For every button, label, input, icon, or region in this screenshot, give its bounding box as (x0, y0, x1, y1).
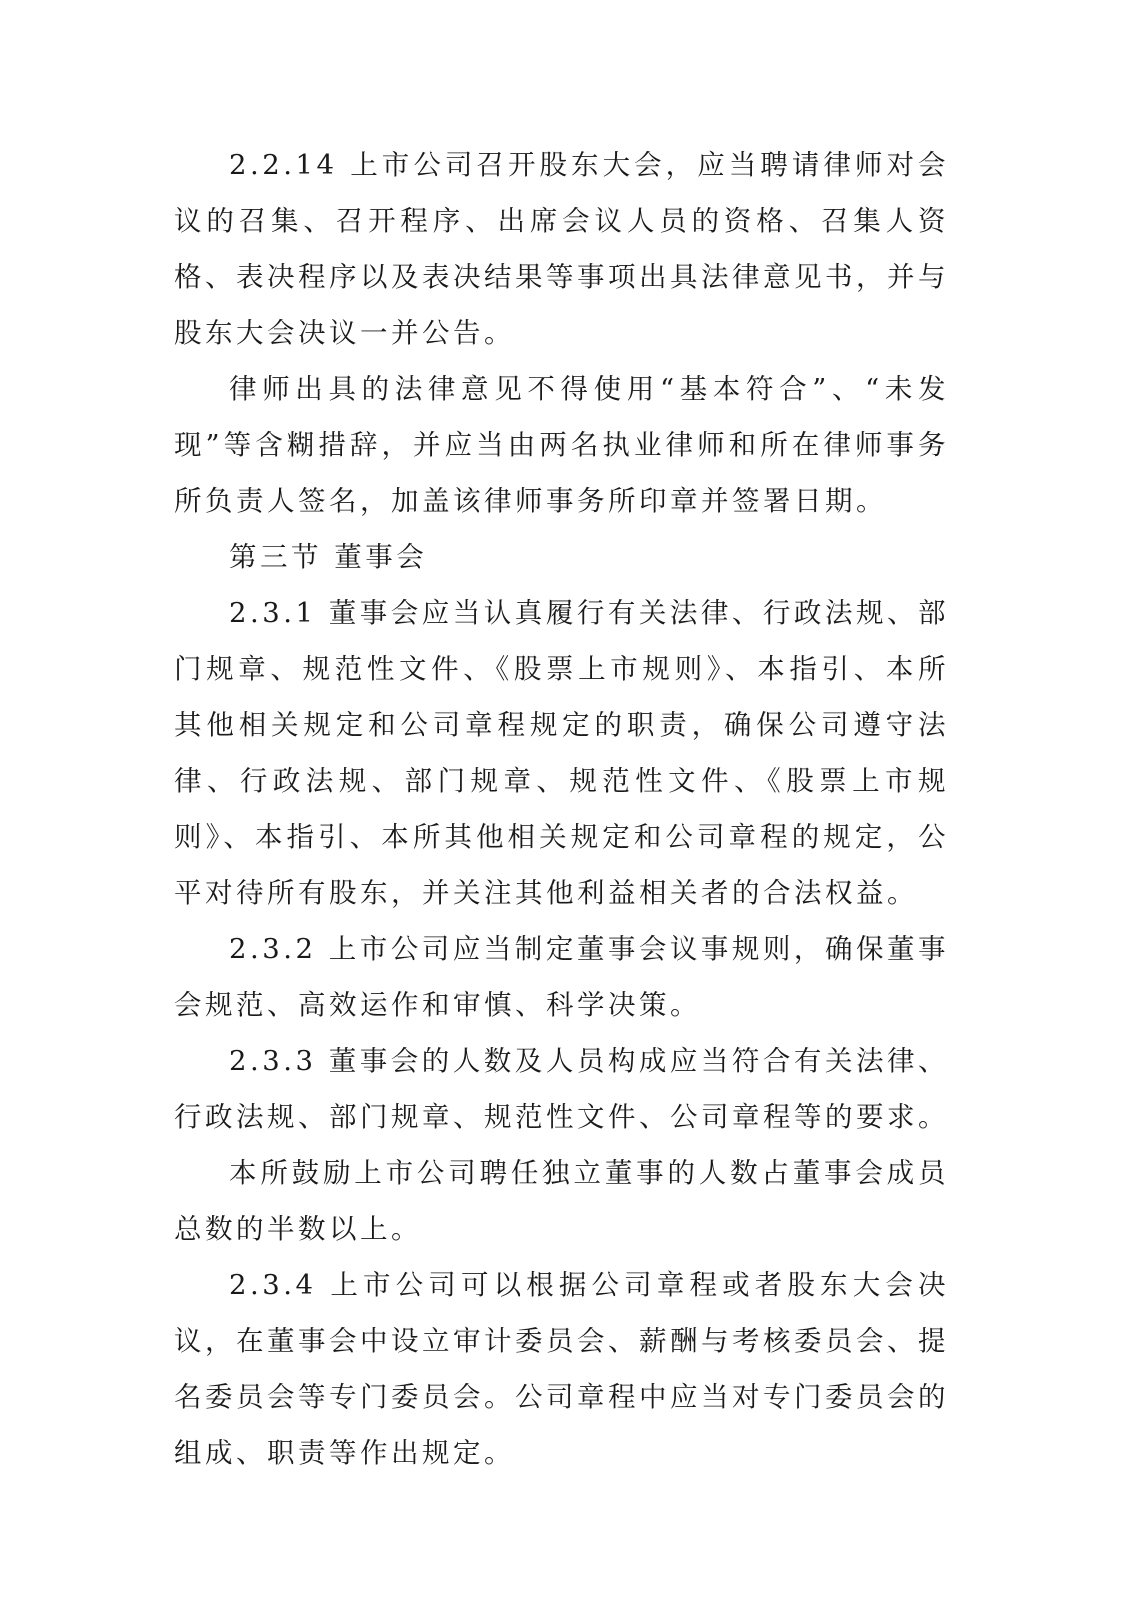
paragraph-2-3-2: 2.3.2 上市公司应当制定董事会议事规则，确保董事会规范、高效运作和审慎、科学决策。 (174, 933, 949, 1021)
section-heading-board: 第三节 董事会 (229, 541, 428, 573)
paragraph-independent-directors: 本所鼓励上市公司聘任独立董事的人数占董事会成员总数的半数以上。 (174, 1157, 949, 1245)
paragraph-lawyer-opinion: 律师出具的法律意见不得使用“基本符合”、“未发现”等含糊措辞，并应当由两名执业律师和所在律师事务所负责人签名，加盖该律师事务所印章并签署日期。 (174, 373, 949, 517)
paragraph-2-3-3: 2.3.3 董事会的人数及人员构成应当符合有关法律、行政法规、部门规章、规范性文件、公司章程等的要求。 (174, 1045, 949, 1133)
paragraph-2-3-1: 2.3.1 董事会应当认真履行有关法律、行政法规、部门规章、规范性文件、《股票上市规则》、本指引、本所其他相关规定和公司章程规定的职责，确保公司遵守法律、行政法规、部门规章、规范性文件、《股票上市规则》、本指引、本所其他相关规定和公司章程的规定，公平对待所有股东，并关注其他利益相关者的合法权益。 (174, 597, 949, 909)
paragraph-2-3-4: 2.3.4 上市公司可以根据公司章程或者股东大会决议，在董事会中设立审计委员会、薪酬与考核委员会、提名委员会等专门委员会。公司章程中应当对专门委员会的组成、职责等作出规定。 (174, 1269, 949, 1469)
paragraph-2-2-14: 2.2.14 上市公司召开股东大会，应当聘请律师对会议的召集、召开程序、出席会议人员的资格、召集人资格、表决程序以及表决结果等事项出具法律意见书，并与股东大会决议一并公告。 (174, 149, 949, 349)
document-page (174, 137, 949, 1481)
